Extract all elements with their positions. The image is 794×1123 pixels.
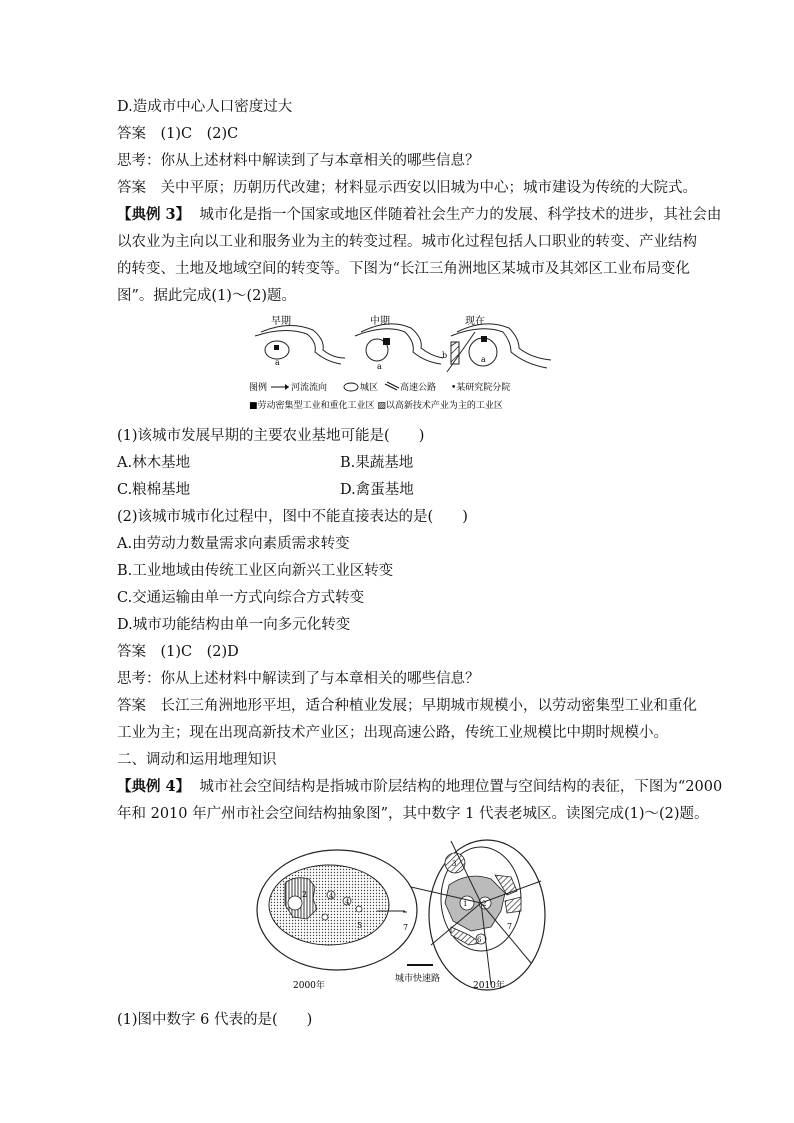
city-a-label: a — [275, 358, 280, 367]
zone-label-5: 5 — [357, 921, 363, 930]
caption-2000: 2000年 — [293, 981, 325, 991]
answer-line: 答案 (1)C (2)D — [117, 644, 239, 660]
map-2000 — [257, 850, 417, 991]
zone-label-1: 1 — [463, 900, 468, 908]
stage-now-label: 现在 — [465, 316, 485, 327]
industrial-layout-figure — [245, 312, 565, 414]
caption-2010: 2010年 — [473, 981, 505, 991]
panel-now — [442, 324, 551, 372]
zone-label-2: 2 — [482, 900, 487, 908]
legend-highway: 高速公路 — [400, 383, 437, 393]
legend-title: 图例 — [249, 383, 268, 393]
think-line: 思考：你从上述材料中解读到了与本章相关的哪些信息？ — [117, 671, 480, 687]
answer-line: 答案 (1)C (2)C — [117, 126, 239, 142]
panel-mid — [355, 324, 443, 371]
legend-city: 城区 — [360, 383, 379, 393]
zone-label-7: 7 — [403, 923, 409, 932]
expressway-legend-label: 城市快速路 — [395, 974, 441, 984]
example-tag: 【典例 3】 — [117, 206, 191, 223]
example-tag: 【典例 4】 — [117, 778, 191, 795]
question-1: (1)该城市发展早期的主要农业基地可能是( ) — [117, 428, 425, 444]
option-a: A.林木基地 — [117, 455, 191, 471]
answer-line: 工业为主；现在出现高新技术产业区；出现高速公路，传统工业规模比中期时规模小。 — [117, 725, 668, 741]
zone-label-2: 2 — [302, 890, 308, 899]
example-4-paragraph-line — [117, 777, 723, 797]
zone-label-4: 4 — [345, 898, 350, 906]
city-a-label: a — [377, 362, 382, 371]
option-d-text: D.造成市中心人口密度过大 — [117, 99, 293, 115]
stage-early-label: 早期 — [271, 316, 291, 327]
figure-legend — [249, 381, 510, 411]
option-d: D.城市功能结构由单一向多元化转变 — [117, 617, 351, 633]
zone-label-6: 6 — [477, 936, 482, 944]
example-4-paragraph-line: 年和 2010 年广州市社会空间结构抽象图”，其中数字 1 代表老城区。读图完成(1)～(2)题。 — [117, 806, 709, 822]
option-d: D.禽蛋基地 — [340, 482, 414, 498]
legend-institute: •某研究院分院 — [451, 383, 511, 393]
panel-early — [255, 325, 345, 367]
option-a: A.由劳动力数量需求向素质需求转变 — [117, 536, 350, 552]
map-2010 — [411, 840, 545, 991]
social-structure-figure — [255, 835, 555, 1000]
example-3-paragraph-line: 图”。据此完成(1)～(2)题。 — [117, 288, 296, 304]
example-text: 城市社会空间结构是指城市阶层结构的地理位置与空间结构的表征，下图为“2000 — [199, 779, 723, 795]
zone-b-label: b — [442, 351, 448, 360]
legend-river: 河流流向 — [291, 383, 328, 393]
option-b: B.果蔬基地 — [340, 455, 414, 471]
section-heading: 二、调动和运用地理知识 — [117, 752, 277, 768]
example-3-paragraph-line — [117, 205, 722, 225]
example-3-paragraph-line: 的转变、土地及地域空间的转变等。下图为“长江三角洲地区某城市及其郊区工业布局变化 — [117, 261, 690, 277]
city-a-label: a — [481, 355, 486, 364]
example-3-paragraph-line: 以农业为主向以工业和服务业为主的转变过程。城市化过程包括人口职业的转变、产业结构 — [117, 234, 697, 250]
example-text: 城市化是指一个国家或地区伴随着社会生产力的发展、科学技术的进步，其社会由 — [199, 207, 722, 223]
option-c: C.粮棉基地 — [117, 482, 191, 498]
zone-label-4: 4 — [329, 892, 334, 900]
option-b: B.工业地域由传统工业区向新兴工业区转变 — [117, 563, 394, 579]
option-c: C.交通运输由单一方式向综合方式转变 — [117, 590, 365, 606]
legend-industrial-zones: ■劳动密集型工业和重化工业区 ▨以高新技术产业为主的工业区 — [249, 401, 503, 411]
stage-mid-label: 中期 — [370, 316, 390, 327]
answer-line: 答案 关中平原；历朝历代改建；材料显示西安以旧城为中心；城市建设为传统的大院式。 — [117, 180, 697, 196]
zone-label-7: 7 — [507, 922, 513, 931]
question-2: (2)该城市城市化过程中，图中不能直接表达的是( ) — [117, 509, 468, 525]
zone-label-3: 3 — [452, 860, 457, 868]
question-1: (1)图中数字 6 代表的是( ) — [117, 1012, 313, 1028]
think-line: 思考：你从上述材料中解读到了与本章相关的哪些信息？ — [117, 153, 480, 169]
answer-line: 答案 长江三角洲地形平坦，适合种植业发展；早期城市规模小，以劳动密集型工业和重化 — [117, 698, 697, 714]
